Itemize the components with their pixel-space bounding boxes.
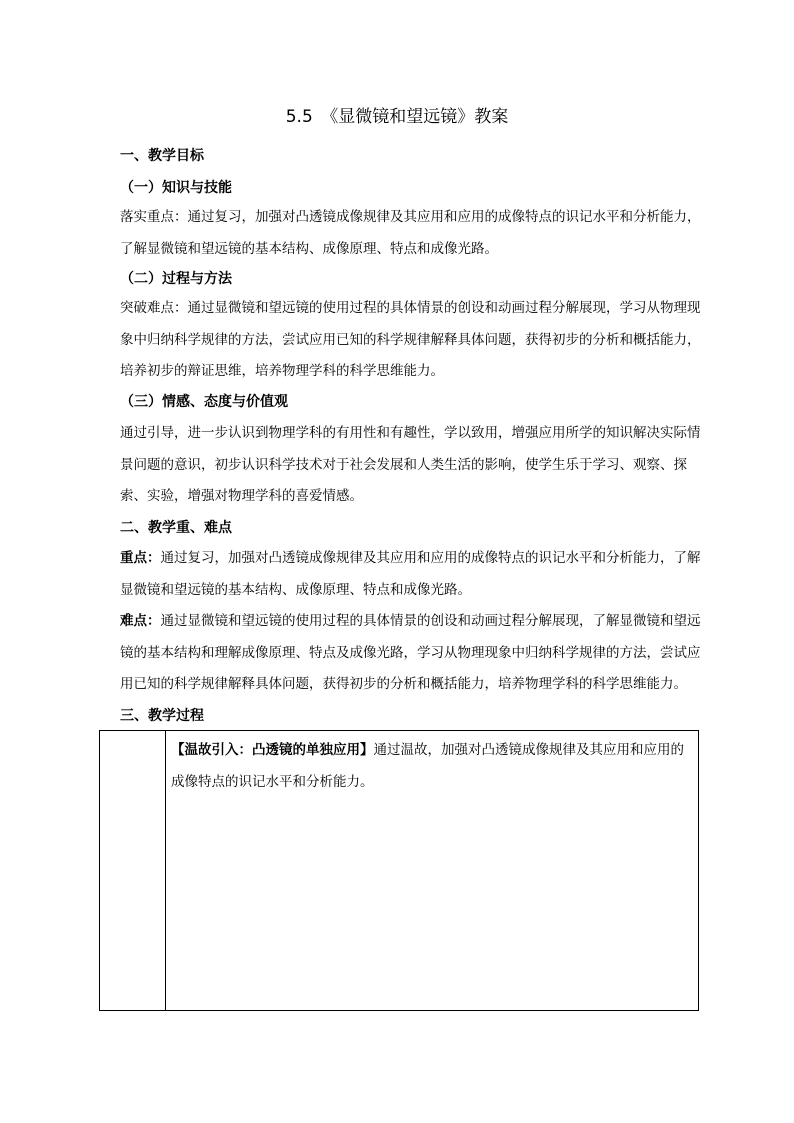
paragraph-knowledge-text: 落实重点：通过复习，加强对凸透镜成像规律及其应用和应用的成像特点的识记水平和分析能力，了解显微镜和望远镜的基本结构、成像原理、特点和成像光路。 bbox=[120, 209, 701, 257]
page-title: 5.5 《显微镜和望远镜》教案 bbox=[285, 107, 509, 127]
process-table bbox=[99, 730, 699, 1011]
key-label: 重点： bbox=[120, 550, 161, 566]
subsection-heading-process: （二）过程与方法 bbox=[120, 271, 232, 287]
table-column-divider bbox=[165, 731, 166, 1010]
subsection-heading-knowledge: （一）知识与技能 bbox=[120, 180, 232, 196]
section-heading-objectives: 一、教学目标 bbox=[120, 148, 204, 164]
paragraph-knowledge bbox=[120, 202, 702, 265]
subsection-heading-emotion: （三）情感、态度与价值观 bbox=[120, 394, 288, 410]
paragraph-difficulty bbox=[120, 606, 702, 701]
key-text: 通过复习，加强对凸透镜成像规律及其应用和应用的成像特点的识记水平和分析能力，了解显微镜和望远镜的基本结构、成像原理、特点和成像光路。 bbox=[120, 550, 701, 598]
paragraph-emotion-text: 通过引导，进一步认识到物理学科的有用性和有趣性，学以致用，增强应用所学的知识解决实际情景问题的意识，初步认识科学技术对于社会发展和人类生活的影响，使学生乐于学习、观察、探索、实验，增强对物理学科的喜爱情感。 bbox=[120, 425, 701, 504]
section-heading-keypoints: 二、教学重、难点 bbox=[120, 520, 232, 536]
paragraph-process-text: 突破难点：通过显微镜和望远镜的使用过程的具体情景的创设和动画过程分解展现，学习从物理现象中归纳科学规律的方法，尝试应用已知的科学规律解释具体问题，获得初步的分析和概括能力，培养初步的辩证思维，培养物理学科的科学思维能力。 bbox=[120, 300, 701, 379]
table-cell-intro bbox=[171, 735, 691, 798]
difficulty-text: 通过显微镜和望远镜的使用过程的具体情景的创设和动画过程分解展现，了解显微镜和望远镜的基本结构和理解成像原理、特点及成像光路，学习从物理现象中归纳科学规律的方法，尝试应用已知的科学规律解释具体问题，获得初步的分析和概括能力，培养物理学科的科学思维能力。 bbox=[120, 613, 701, 692]
section-heading-process: 三、教学过程 bbox=[120, 708, 204, 724]
difficulty-label: 难点： bbox=[120, 613, 161, 629]
cell-intro-text: 通过温故，加强对凸透镜成像规律及其应用和应用的成像特点的识记水平和分析能力。 bbox=[171, 742, 684, 790]
paragraph-key bbox=[120, 543, 702, 606]
paragraph-process bbox=[120, 293, 702, 388]
paragraph-emotion bbox=[120, 418, 702, 513]
cell-intro-label: 【温故引入：凸透镜的单独应用】 bbox=[171, 742, 374, 758]
